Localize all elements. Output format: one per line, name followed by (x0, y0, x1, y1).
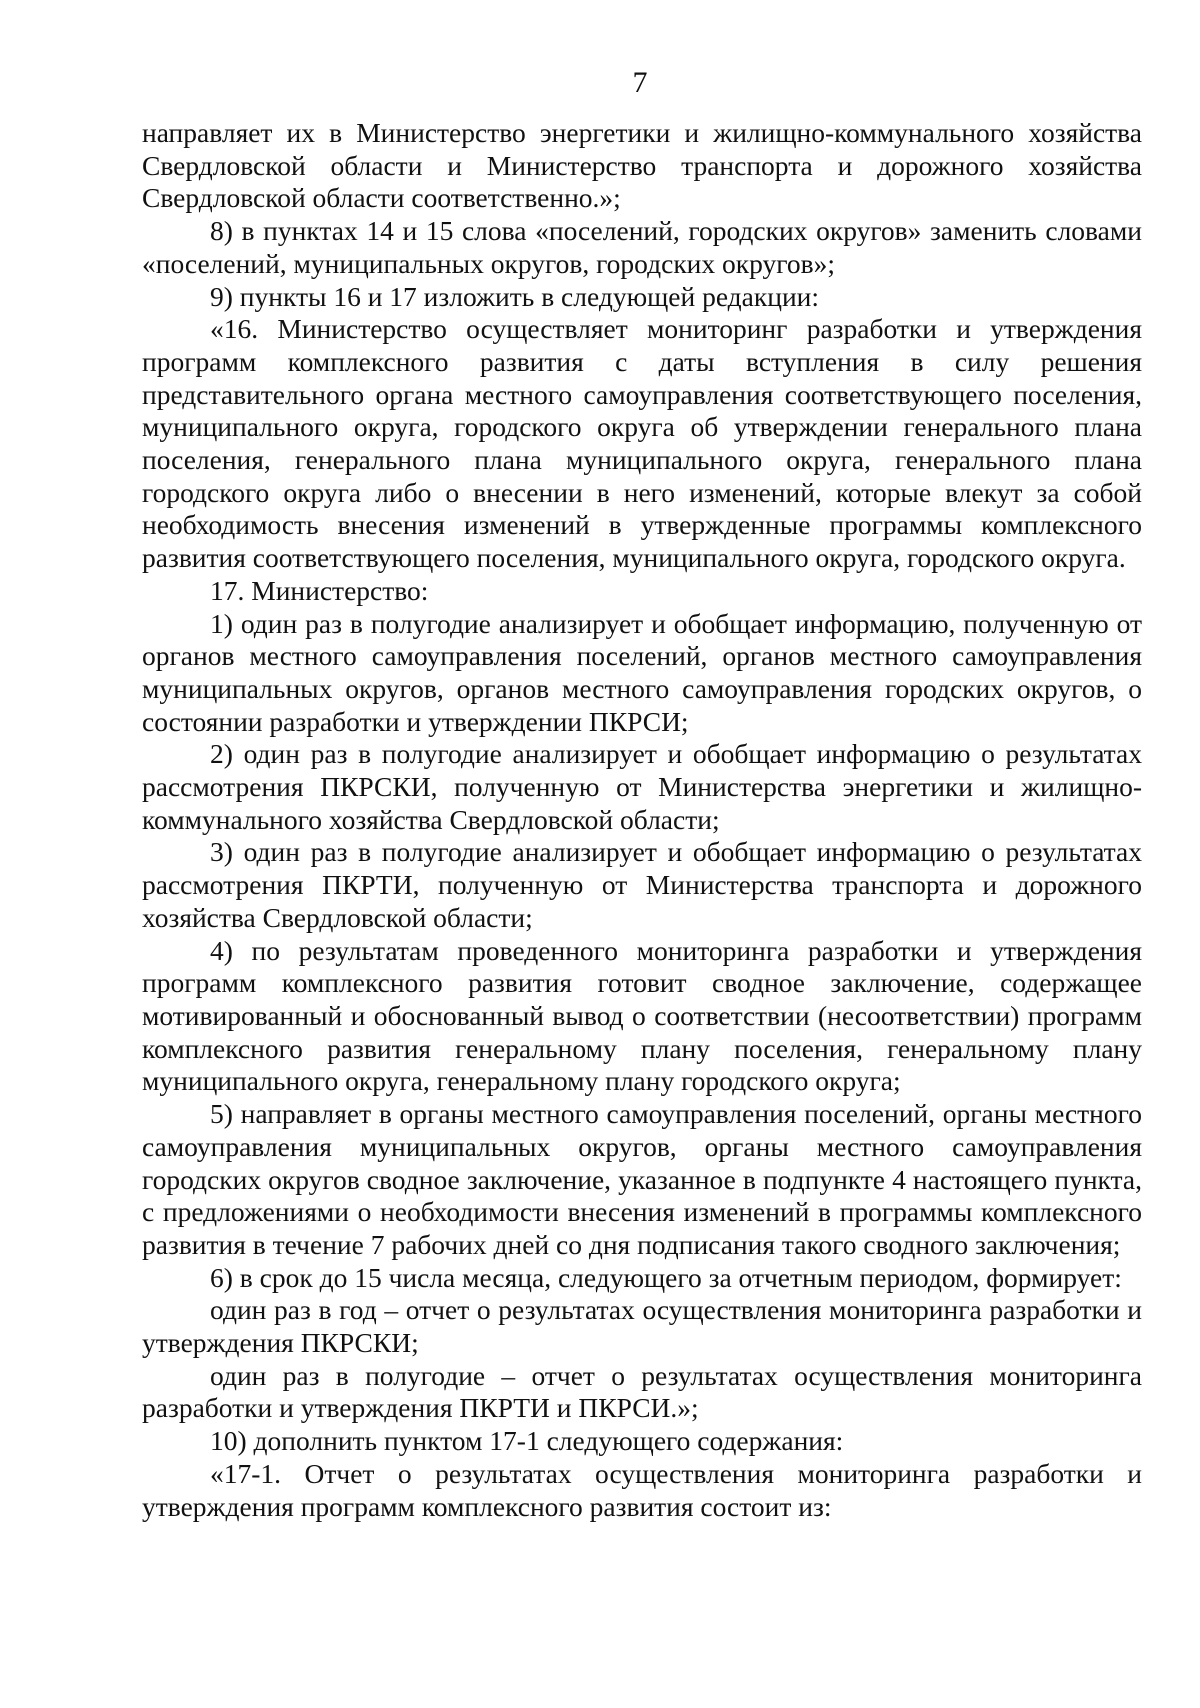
paragraph-subitem-2: 2) один раз в полугодие анализирует и обобщает информацию о результатах рассмотрения ПКРСКИ, полученную от Министерства энергетики и жилищно-коммунального хозяйства Свердловской области; (142, 738, 1142, 835)
paragraph-clause-17: 17. Министерство: (210, 574, 429, 606)
paragraph-subitem-1: 1) один раз в полугодие анализирует и обобщает информацию, полученную от органов местного самоуправления поселений, органов местного самоуправления муниципальных округов, органов местного самоуправления городских округов, о состоянии разработки и утверждении ПКРСИ; (142, 607, 1142, 737)
paragraph-semiannual-report: один раз в полугодие – отчет о результатах осуществления мониторинга разработки и утверждения ПКРТИ и ПКРСИ.»; (142, 1359, 1142, 1424)
paragraph-subitem-5: 5) направляет в органы местного самоуправления поселений, органы местного самоуправления муниципальных округов, органы местного самоуправления городских округов сводное заключение, указанное в подпункте 4 настоящего пункта, с предложениями о необходимости внесения изменений в программы комплексного развития в течение 7 рабочих дней со дня подписания такого сводного заключения; (142, 1098, 1142, 1260)
paragraph-continuation: направляет их в Министерство энергетики и жилищно-коммунального хозяйства Свердловской области и Министерство транспорта и дорожного хозяйства Свердловской области соответственно.»; (142, 117, 1142, 214)
paragraph-subitem-3: 3) один раз в полугодие анализирует и обобщает информацию о результатах рассмотрения ПКРТИ, полученную от Министерства транспорта и дорожного хозяйства Свердловской области; (142, 836, 1142, 933)
paragraph-item-8: 8) в пунктах 14 и 15 слова «поселений, городских округов» заменить словами «поселений, муниципальных округов, городских округов»; (142, 215, 1142, 279)
paragraph-clause-16: «16. Министерство осуществляет мониторинг разработки и утверждения программ комплексного развития с даты вступления в силу решения представительного органа местного самоуправления соответствующего поселения, муниципального округа, городского округа об утверждении генерального плана поселения, генерального плана муниципального округа, генерального плана городского округа либо о внесении в него изменений, которые влекут за собой необходимость внесения изменений в утвержденные программы комплексного развития соответствующего поселения, муниципального округа, городского округа. (142, 313, 1142, 574)
paragraph-subitem-4: 4) по результатам проведенного мониторинга разработки и утверждения программ комплексного развития готовит сводное заключение, содержащее мотивированный и обоснованный вывод о соответствии (несоответствии) программ комплексного развития генеральному плану поселения, генеральному плану муниципального округа, генеральному плану городского округа; (142, 934, 1142, 1097)
document-body (142, 117, 1142, 1523)
paragraph-item-10: 10) дополнить пунктом 17-1 следующего содержания: (210, 1425, 844, 1457)
paragraph-subitem-6: 6) в срок до 15 числа месяца, следующего за отчетным периодом, формирует: (210, 1261, 1122, 1293)
paragraph-clause-17-1: «17-1. Отчет о результатах осуществления мониторинга разработки и утверждения программ комплексного развития состоит из: (142, 1457, 1142, 1522)
paragraph-annual-report: один раз в год – отчет о результатах осуществления мониторинга разработки и утверждения ПКРСКИ; (142, 1294, 1142, 1359)
paragraph-item-9: 9) пункты 16 и 17 изложить в следующей редакции: (210, 280, 820, 312)
page-number: 7 (632, 66, 648, 99)
